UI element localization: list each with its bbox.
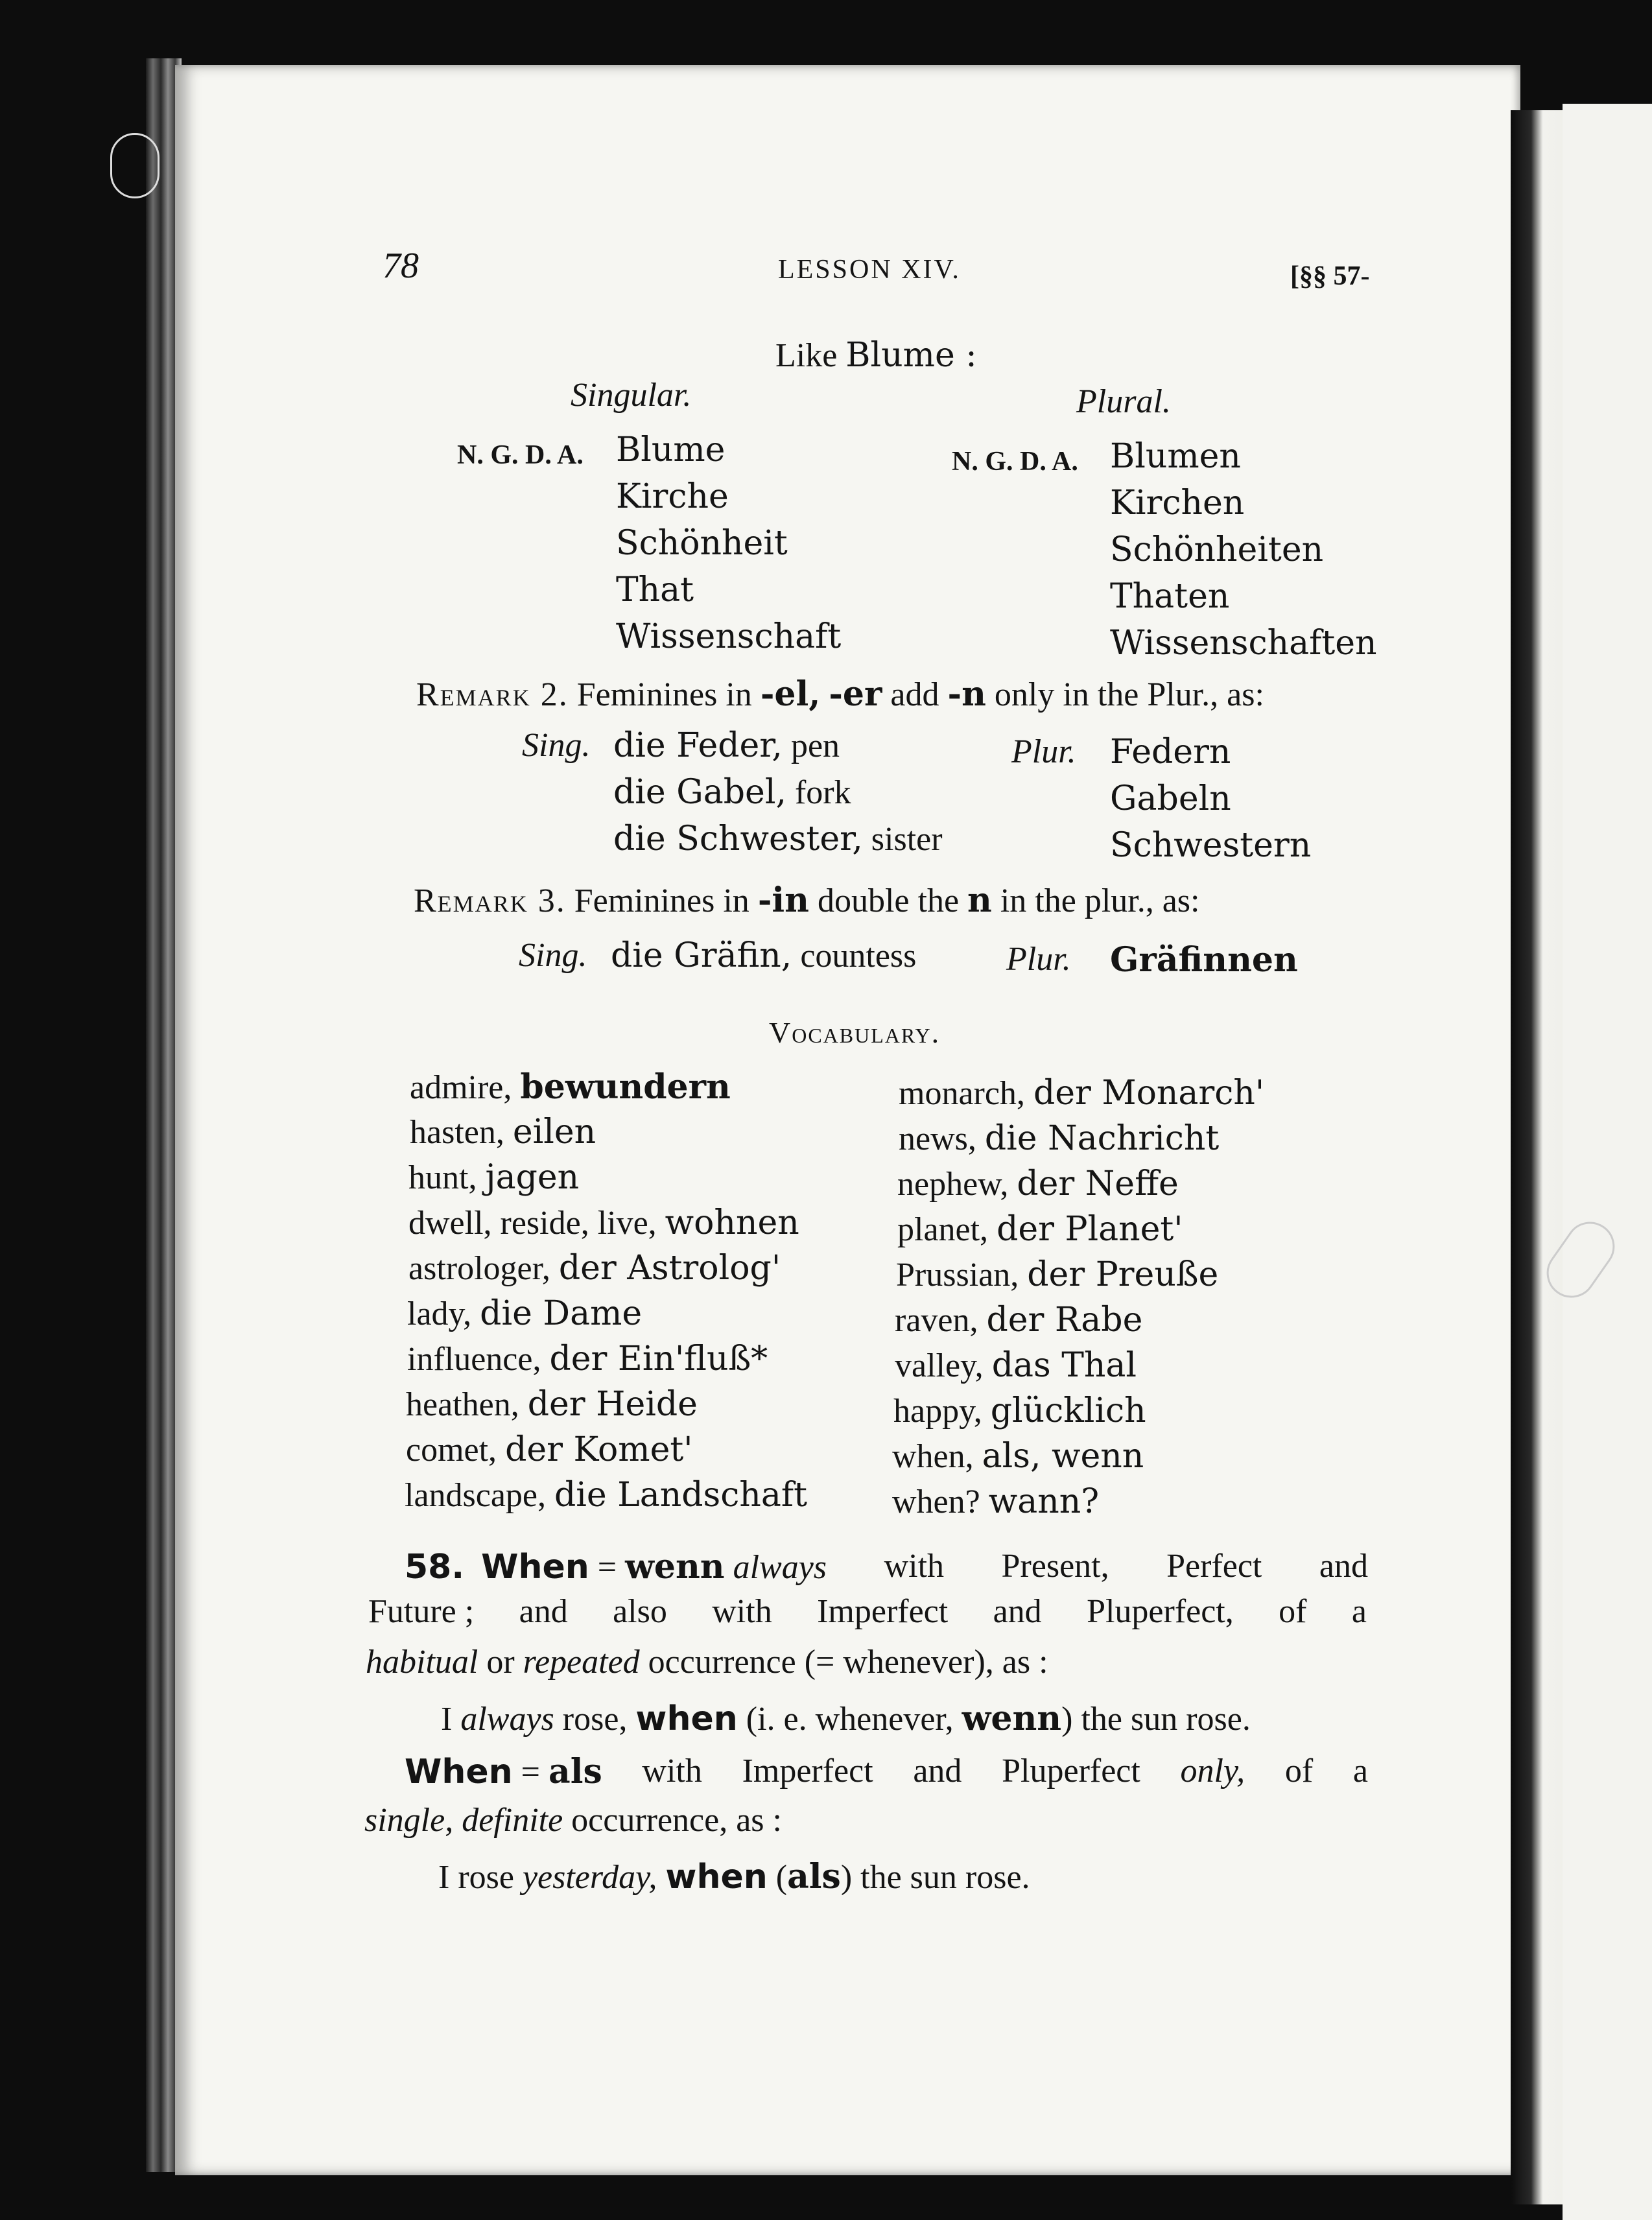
remark-2-plural: Federn — [1110, 733, 1231, 772]
remark-2-rule: Remark 2. Feminines in -el, -er add -n only in the Plur., as: — [416, 674, 1264, 714]
singular-form: Schönheit — [616, 524, 788, 563]
plur-label: Plur. — [1011, 733, 1076, 770]
page-number: 78 — [383, 246, 419, 286]
plural-form: Wissenschaften — [1110, 624, 1377, 663]
remark-3-plural: Gräfinnen — [1110, 940, 1298, 980]
vocab-entry: nephew, der Neffe — [897, 1164, 1179, 1203]
running-title: LESSON XIV. — [778, 255, 961, 285]
vocab-entry: admire, bewundern — [410, 1067, 731, 1107]
vocab-entry: news, die Nachricht — [899, 1119, 1220, 1158]
case-label-singular: N. G. D. A. — [457, 440, 584, 470]
section-58-line: Future ; and also with Imperfect and Pluperfect, of a — [368, 1593, 1367, 1630]
section-58-line: single, definite occurrence, as : — [364, 1802, 782, 1839]
vocabulary-title: Vocabulary. — [769, 1016, 941, 1049]
vocab-entry: lady, die Dame — [407, 1294, 643, 1333]
plural-form: Thaten — [1110, 577, 1230, 616]
vocab-entry: dwell, reside, live, wohnen — [408, 1203, 799, 1242]
vocab-entry: raven, der Rabe — [895, 1301, 1143, 1340]
vocab-entry: monarch, der Monarch' — [899, 1074, 1265, 1113]
section-58-line: 58. When = wenn always with Present, Perfect and — [405, 1547, 1368, 1587]
plural-form: Blumen — [1110, 437, 1241, 476]
plural-label: Plural. — [1076, 383, 1171, 420]
remark-2-example: die Gabel, fork — [613, 773, 851, 812]
plural-form: Kirchen — [1110, 484, 1245, 523]
vocab-entry: hasten, eilen — [410, 1113, 596, 1151]
remark-3-rule: Remark 3. Feminines in -in double the n in the plur., as: — [414, 880, 1200, 920]
vocab-entry: comet, der Komet' — [406, 1430, 693, 1469]
vocab-entry: when? wann? — [892, 1482, 1100, 1521]
remark-2-plural: Gabeln — [1110, 779, 1231, 818]
vocab-entry: influence, der Ein'fluß* — [407, 1340, 768, 1378]
example-sentence: I rose yesterday, when (als) the sun rose. — [438, 1857, 1030, 1896]
singular-form: Wissenschaft — [616, 617, 842, 656]
case-label-plural: N. G. D. A. — [952, 447, 1078, 477]
singular-form: That — [616, 571, 694, 609]
vocab-entry: valley, das Thal — [895, 1346, 1137, 1385]
vocab-entry: happy, glücklich — [893, 1391, 1146, 1430]
remark-2-example: die Feder, pen — [613, 726, 840, 765]
remark-3-example: die Gräfin, countess — [611, 936, 917, 975]
section-reference: [§§ 57- — [1290, 261, 1370, 291]
sing-label: Sing. — [522, 727, 591, 764]
plural-form: Schönheiten — [1110, 530, 1324, 569]
vocab-entry: heathen, der Heide — [406, 1385, 698, 1424]
page-gutter — [1511, 110, 1569, 2204]
margin-mark — [110, 133, 159, 198]
singular-label: Singular. — [571, 377, 692, 414]
sing-label: Sing. — [519, 937, 587, 974]
vocab-entry: Prussian, der Preuße — [896, 1255, 1219, 1294]
singular-form: Kirche — [616, 477, 729, 516]
vocab-entry: when, als, wenn — [892, 1437, 1144, 1476]
plur-label: Plur. — [1006, 941, 1071, 978]
vocab-entry: astrologer, der Astrolog' — [408, 1249, 781, 1288]
remark-2-example: die Schwester, sister — [613, 820, 943, 858]
section-58-line: When = als with Imperfect and Pluperfect only, of a — [405, 1752, 1368, 1791]
singular-form: Blume — [616, 431, 726, 469]
section-58-line: habitual or repeated occurrence (= whenever), as : — [366, 1644, 1048, 1681]
remark-2-plural: Schwestern — [1110, 826, 1312, 865]
example-sentence: I always rose, when (i. e. whenever, wenn) the sun rose. — [441, 1699, 1251, 1738]
vocab-entry: planet, der Planet' — [897, 1210, 1183, 1249]
declension-heading: Like Blume : — [775, 336, 977, 375]
adjacent-page — [1563, 104, 1652, 2220]
vocab-entry: hunt, jagen — [408, 1158, 580, 1197]
vocab-entry: landscape, die Landschaft — [405, 1476, 807, 1515]
